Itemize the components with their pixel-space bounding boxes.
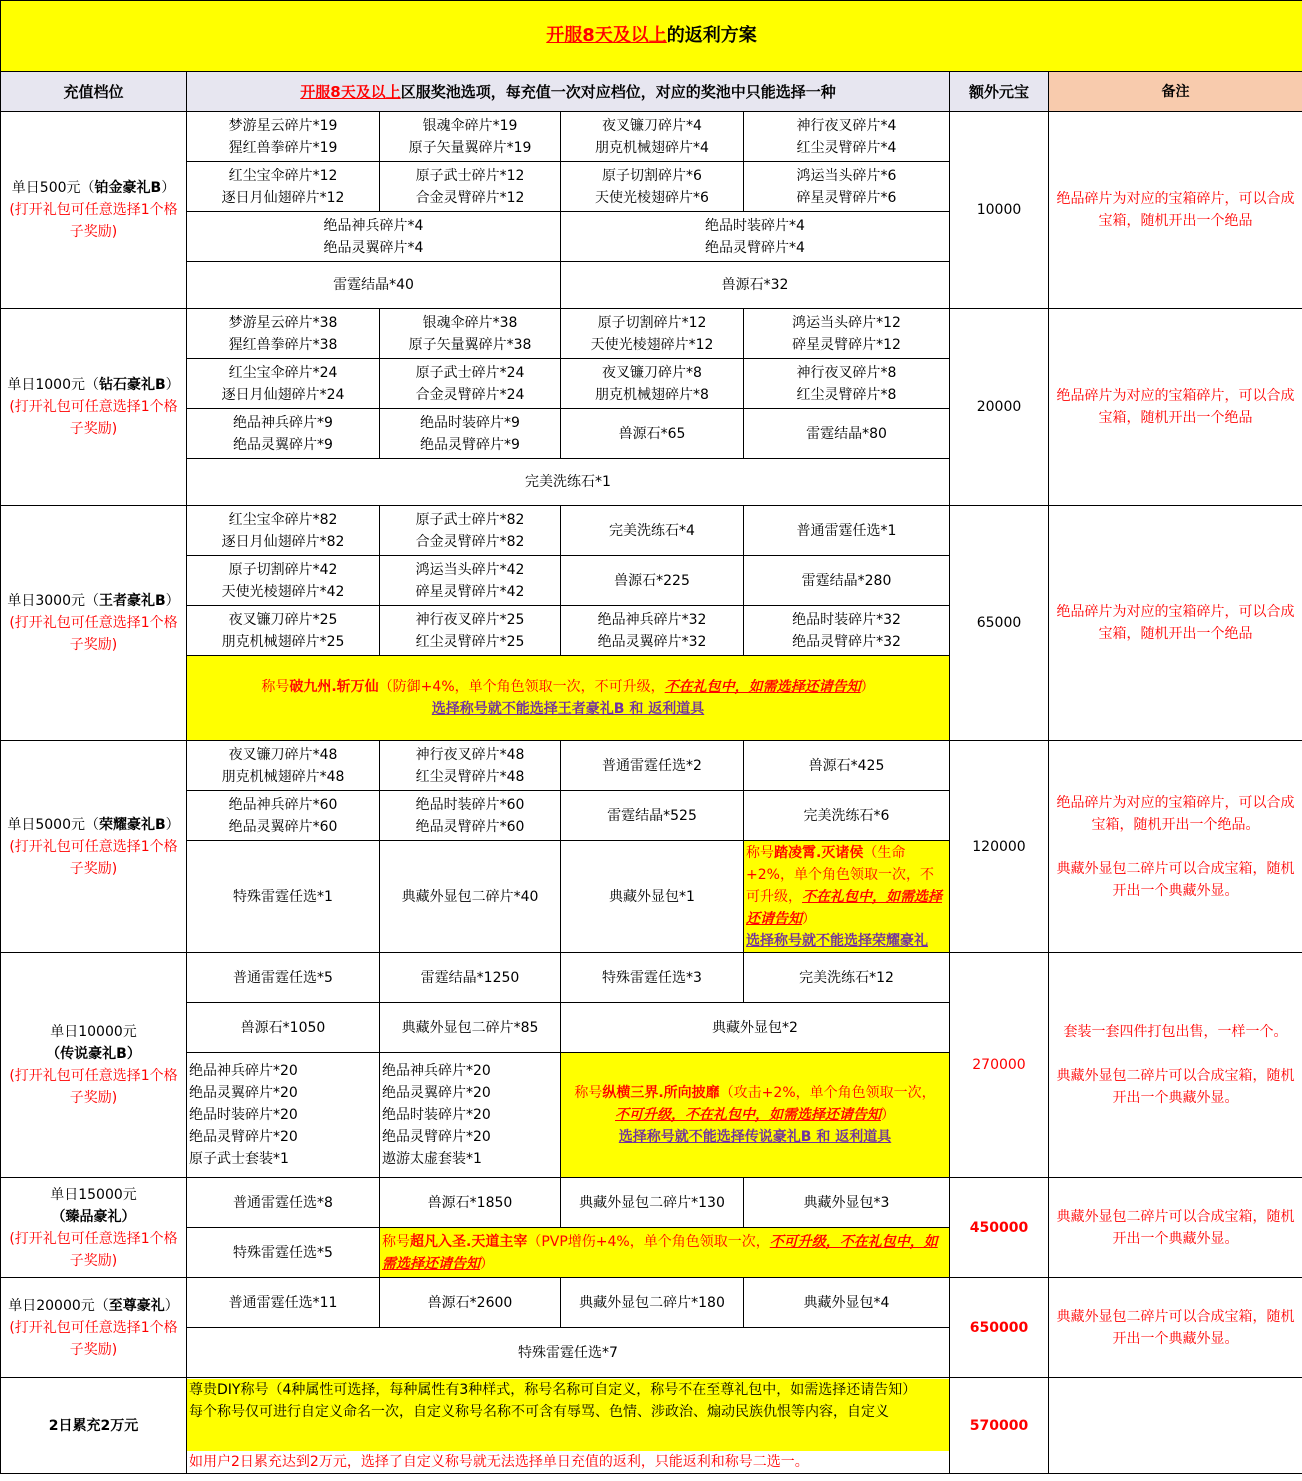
diy-title: 尊贵DIY称号（4种属性可选择，每种属性有3种样式，称号名称可自定义，称号不在至尊礼包中，如需选择还请告知） 每个称号仅可进行自定义命名一次，自定义称号名称不可含有辱骂、色情、涉政治、煽动民族仇恨等内容，自定义 如用户2日累充达到2万元，选择了自定义称号就无法选择单日充值的返利，只能返利和称号二选一。 [187,1378,950,1474]
cell: 完美洗练石*4 [561,506,744,556]
bonus-10000: 270000 [950,953,1049,1178]
cell: 雷霆结晶*80 [744,409,950,459]
cell: 夜叉镰刀碎片*4 朋克机械翅碎片*4 [561,112,744,162]
cell: 原子武士碎片*24 合金灵臂碎片*24 [380,359,561,409]
cell: 绝品神兵碎片*9 绝品灵翼碎片*9 [187,409,380,459]
header-pool: 开服8天及以上区服奖池选项，每充值一次对应档位，对应的奖池中只能选择一种 [187,72,950,112]
remark-3000: 绝品碎片为对应的宝箱碎片，可以合成宝箱，随机开出一个绝品 [1049,506,1302,741]
remark-5000: 绝品碎片为对应的宝箱碎片，可以合成宝箱，随机开出一个绝品。 典藏外显包二碎片可以合成宝箱，随机开出一个典藏外显。 [1049,741,1302,953]
cell: 原子武士碎片*82 合金灵臂碎片*82 [380,506,561,556]
cell: 兽源石*1850 [380,1178,561,1228]
cell: 特殊雷霆任选*1 [187,841,380,953]
cell: 绝品神兵碎片*32 绝品灵翼碎片*32 [561,606,744,656]
cell: 典藏外显包二碎片*85 [380,1003,561,1053]
cell: 原子切割碎片*6 天使光棱翅碎片*6 [561,162,744,212]
remark-20000: 典藏外显包二碎片可以合成宝箱，随机开出一个典藏外显。 [1049,1278,1302,1378]
cell: 夜叉镰刀碎片*25 朋克机械翅碎片*25 [187,606,380,656]
remark-10000: 套装一套四件打包出售，一样一个。 典藏外显包二碎片可以合成宝箱，随机开出一个典藏外显。 [1049,953,1302,1178]
cell: 兽源石*32 [561,262,950,309]
cell: 特殊雷霆任选*7 [187,1328,950,1378]
cell: 红尘宝伞碎片*12 逐日月仙翅碎片*12 [187,162,380,212]
cell: 兽源石*425 [744,741,950,791]
cell: 普通雷霆任选*5 [187,953,380,1003]
tier-5000: 单日5000元（荣耀豪礼B） (打开礼包可任意选择1个格子奖励) [1,741,187,953]
cell: 典藏外显包二碎片*130 [561,1178,744,1228]
set-atom: 绝品神兵碎片*20 绝品灵翼碎片*20 绝品时装碎片*20 绝品灵臂碎片*20 原子武士套装*1 [187,1053,380,1178]
header-remark: 备注 [1049,72,1302,112]
title-15000: 称号超凡入圣.天道主宰（PVP增伤+4%，单个角色领取一次，不可升级，不在礼包中，如需选择还请告知） [380,1228,950,1278]
cell: 特殊雷霆任选*5 [187,1228,380,1278]
cell: 兽源石*65 [561,409,744,459]
tier-3000: 单日3000元（王者豪礼B） (打开礼包可任意选择1个格子奖励) [1,506,187,741]
header-bonus: 额外元宝 [950,72,1049,112]
cell: 典藏外显包*3 [744,1178,950,1228]
remark-2day [1049,1378,1302,1474]
cell: 典藏外显包二碎片*40 [380,841,561,953]
cell: 梦游星云碎片*19 猩红兽拳碎片*19 [187,112,380,162]
remark-1000: 绝品碎片为对应的宝箱碎片，可以合成宝箱，随机开出一个绝品 [1049,309,1302,506]
remark-15000: 典藏外显包二碎片可以合成宝箱，随机开出一个典藏外显。 [1049,1178,1302,1278]
cell: 完美洗练石*12 [744,953,950,1003]
cell: 银魂伞碎片*38 原子矢量翼碎片*38 [380,309,561,359]
cell: 绝品时装碎片*9 绝品灵臂碎片*9 [380,409,561,459]
cell: 完美洗练石*1 [187,459,950,506]
tier-500: 单日500元（铂金豪礼B） (打开礼包可任意选择1个格子奖励) [1,112,187,309]
cell: 普通雷霆任选*8 [187,1178,380,1228]
cell: 原子切割碎片*12 天使光棱翅碎片*12 [561,309,744,359]
cell: 兽源石*1050 [187,1003,380,1053]
cell: 夜叉镰刀碎片*8 朋克机械翅碎片*8 [561,359,744,409]
cell: 雷霆结晶*280 [744,556,950,606]
cell: 普通雷霆任选*2 [561,741,744,791]
cell: 雷霆结晶*525 [561,791,744,841]
tier-2day: 2日累充2万元 [1,1378,187,1474]
cell: 特殊雷霆任选*3 [561,953,744,1003]
title-5000: 称号踏凌霄.灭诸侯（生命+2%，单个角色领取一次，不可升级，不在礼包中，如需选择还请告知） 选择称号就不能选择荣耀豪礼 [744,841,950,953]
cell: 兽源石*225 [561,556,744,606]
page-title: 开服8天及以上的返利方案 [1,1,1302,72]
cell: 普通雷霆任选*11 [187,1278,380,1328]
cell: 典藏外显包二碎片*180 [561,1278,744,1328]
cell: 典藏外显包*2 [561,1003,950,1053]
cell: 绝品时装碎片*4 绝品灵臂碎片*4 [561,212,950,262]
cell: 鸿运当头碎片*12 碎星灵臂碎片*12 [744,309,950,359]
header-tier: 充值档位 [1,72,187,112]
cell: 神行夜叉碎片*25 红尘灵臂碎片*25 [380,606,561,656]
cell: 普通雷霆任选*1 [744,506,950,556]
bonus-20000: 650000 [950,1278,1049,1378]
cell: 原子武士碎片*12 合金灵臂碎片*12 [380,162,561,212]
bonus-500: 10000 [950,112,1049,309]
cell: 绝品时装碎片*60 绝品灵臂碎片*60 [380,791,561,841]
cell: 鸿运当头碎片*6 碎星灵臂碎片*6 [744,162,950,212]
remark-500: 绝品碎片为对应的宝箱碎片，可以合成宝箱，随机开出一个绝品 [1049,112,1302,309]
bonus-3000: 65000 [950,506,1049,741]
cell: 绝品时装碎片*32 绝品灵臂碎片*32 [744,606,950,656]
cell: 神行夜叉碎片*48 红尘灵臂碎片*48 [380,741,561,791]
cell: 红尘宝伞碎片*24 逐日月仙翅碎片*24 [187,359,380,409]
tier-10000: 单日10000元 （传说豪礼B） (打开礼包可任意选择1个格子奖励) [1,953,187,1178]
bonus-5000: 120000 [950,741,1049,953]
cell: 原子切割碎片*42 天使光棱翅碎片*42 [187,556,380,606]
cell: 神行夜叉碎片*4 红尘灵臂碎片*4 [744,112,950,162]
cell: 完美洗练石*6 [744,791,950,841]
bonus-1000: 20000 [950,309,1049,506]
cell: 夜叉镰刀碎片*48 朋克机械翅碎片*48 [187,741,380,791]
cell: 绝品神兵碎片*4 绝品灵翼碎片*4 [187,212,561,262]
cell: 典藏外显包*4 [744,1278,950,1328]
title-10000: 称号纵横三界.所向披靡（攻击+2%，单个角色领取一次， 不可升级，不在礼包中，如需选择还请告知） 选择称号就不能选择传说豪礼B 和 返利道具 [561,1053,950,1178]
set-taixu: 绝品神兵碎片*20 绝品灵翼碎片*20 绝品时装碎片*20 绝品灵臂碎片*20 遨游太虚套装*1 [380,1053,561,1178]
cell: 绝品神兵碎片*60 绝品灵翼碎片*60 [187,791,380,841]
cell: 红尘宝伞碎片*82 逐日月仙翅碎片*82 [187,506,380,556]
cell: 典藏外显包*1 [561,841,744,953]
cell: 雷霆结晶*40 [187,262,561,309]
tier-1000: 单日1000元（钻石豪礼B） (打开礼包可任意选择1个格子奖励) [1,309,187,506]
cell: 银魂伞碎片*19 原子矢量翼碎片*19 [380,112,561,162]
bonus-15000: 450000 [950,1178,1049,1278]
tier-15000: 单日15000元 （臻品豪礼） (打开礼包可任意选择1个格子奖励) [1,1178,187,1278]
cell: 兽源石*2600 [380,1278,561,1328]
cell: 雷霆结晶*1250 [380,953,561,1003]
cell: 鸿运当头碎片*42 碎星灵臂碎片*42 [380,556,561,606]
cell: 神行夜叉碎片*8 红尘灵臂碎片*8 [744,359,950,409]
bonus-2day: 570000 [950,1378,1049,1474]
title-3000: 称号破九州.斩万仙（防御+4%，单个角色领取一次，不可升级，不在礼包中，如需选择还请告知） 选择称号就不能选择王者豪礼B 和 返利道具 [187,656,950,741]
tier-20000: 单日20000元（至尊豪礼） (打开礼包可任意选择1个格子奖励) [1,1278,187,1378]
cell: 梦游星云碎片*38 猩红兽拳碎片*38 [187,309,380,359]
